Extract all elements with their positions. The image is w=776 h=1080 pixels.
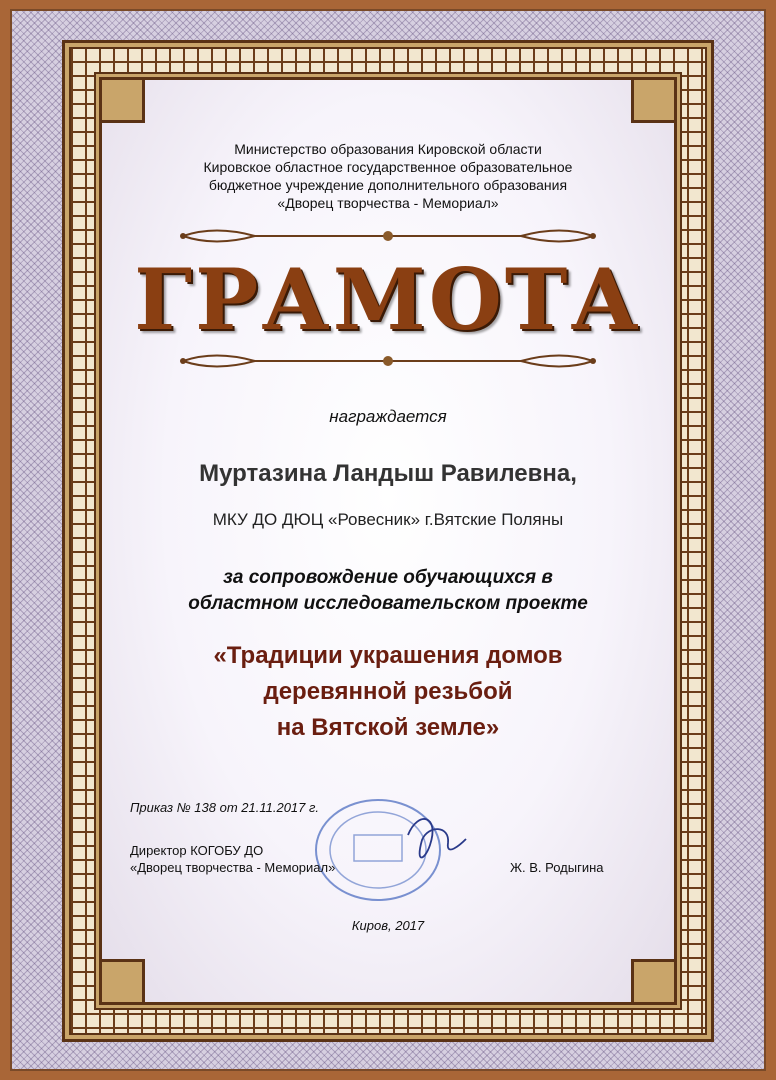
header-institution-2: бюджетное учреждение дополнительного образования [208,177,568,193]
order-reference: Приказ № 138 от 21.11.2017 г. [130,800,320,815]
awarded-label: награждается [329,407,447,426]
place-and-year: Киров, 2017 [351,918,425,933]
header-ministry: Министерство образования Кировской области [234,141,542,157]
project-line-2: деревянной резьбой [263,678,513,705]
recipient-name: Муртазина Ландыш Равилевна, [199,460,577,487]
signatory-title-2: «Дворец творчества - Мемориал» [130,860,336,875]
project-line-1: «Традиции украшения домов [213,642,563,669]
official-stamp [310,795,470,905]
certificate-title: ГРАМОТА [134,250,642,349]
header-institution-3: «Дворец творчества - Мемориал» [277,195,499,211]
signatory-name: Ж. В. Родыгина [510,860,604,875]
reason-line-2: областном исследовательском проекте [188,593,588,614]
header-institution-1: Кировское областное государственное образовательное [203,159,573,175]
project-line-3: на Вятской земле» [276,714,500,741]
top-divider-ornament [175,225,601,247]
bottom-divider-ornament [175,350,601,372]
reason-line-1: за сопровождение обучающихся в [223,567,553,588]
recipient-organization: МКУ ДО ДЮЦ «Ровесник» г.Вятские Поляны [212,510,564,529]
signatory-title-1: Директор КОГОБУ ДО [130,843,264,858]
